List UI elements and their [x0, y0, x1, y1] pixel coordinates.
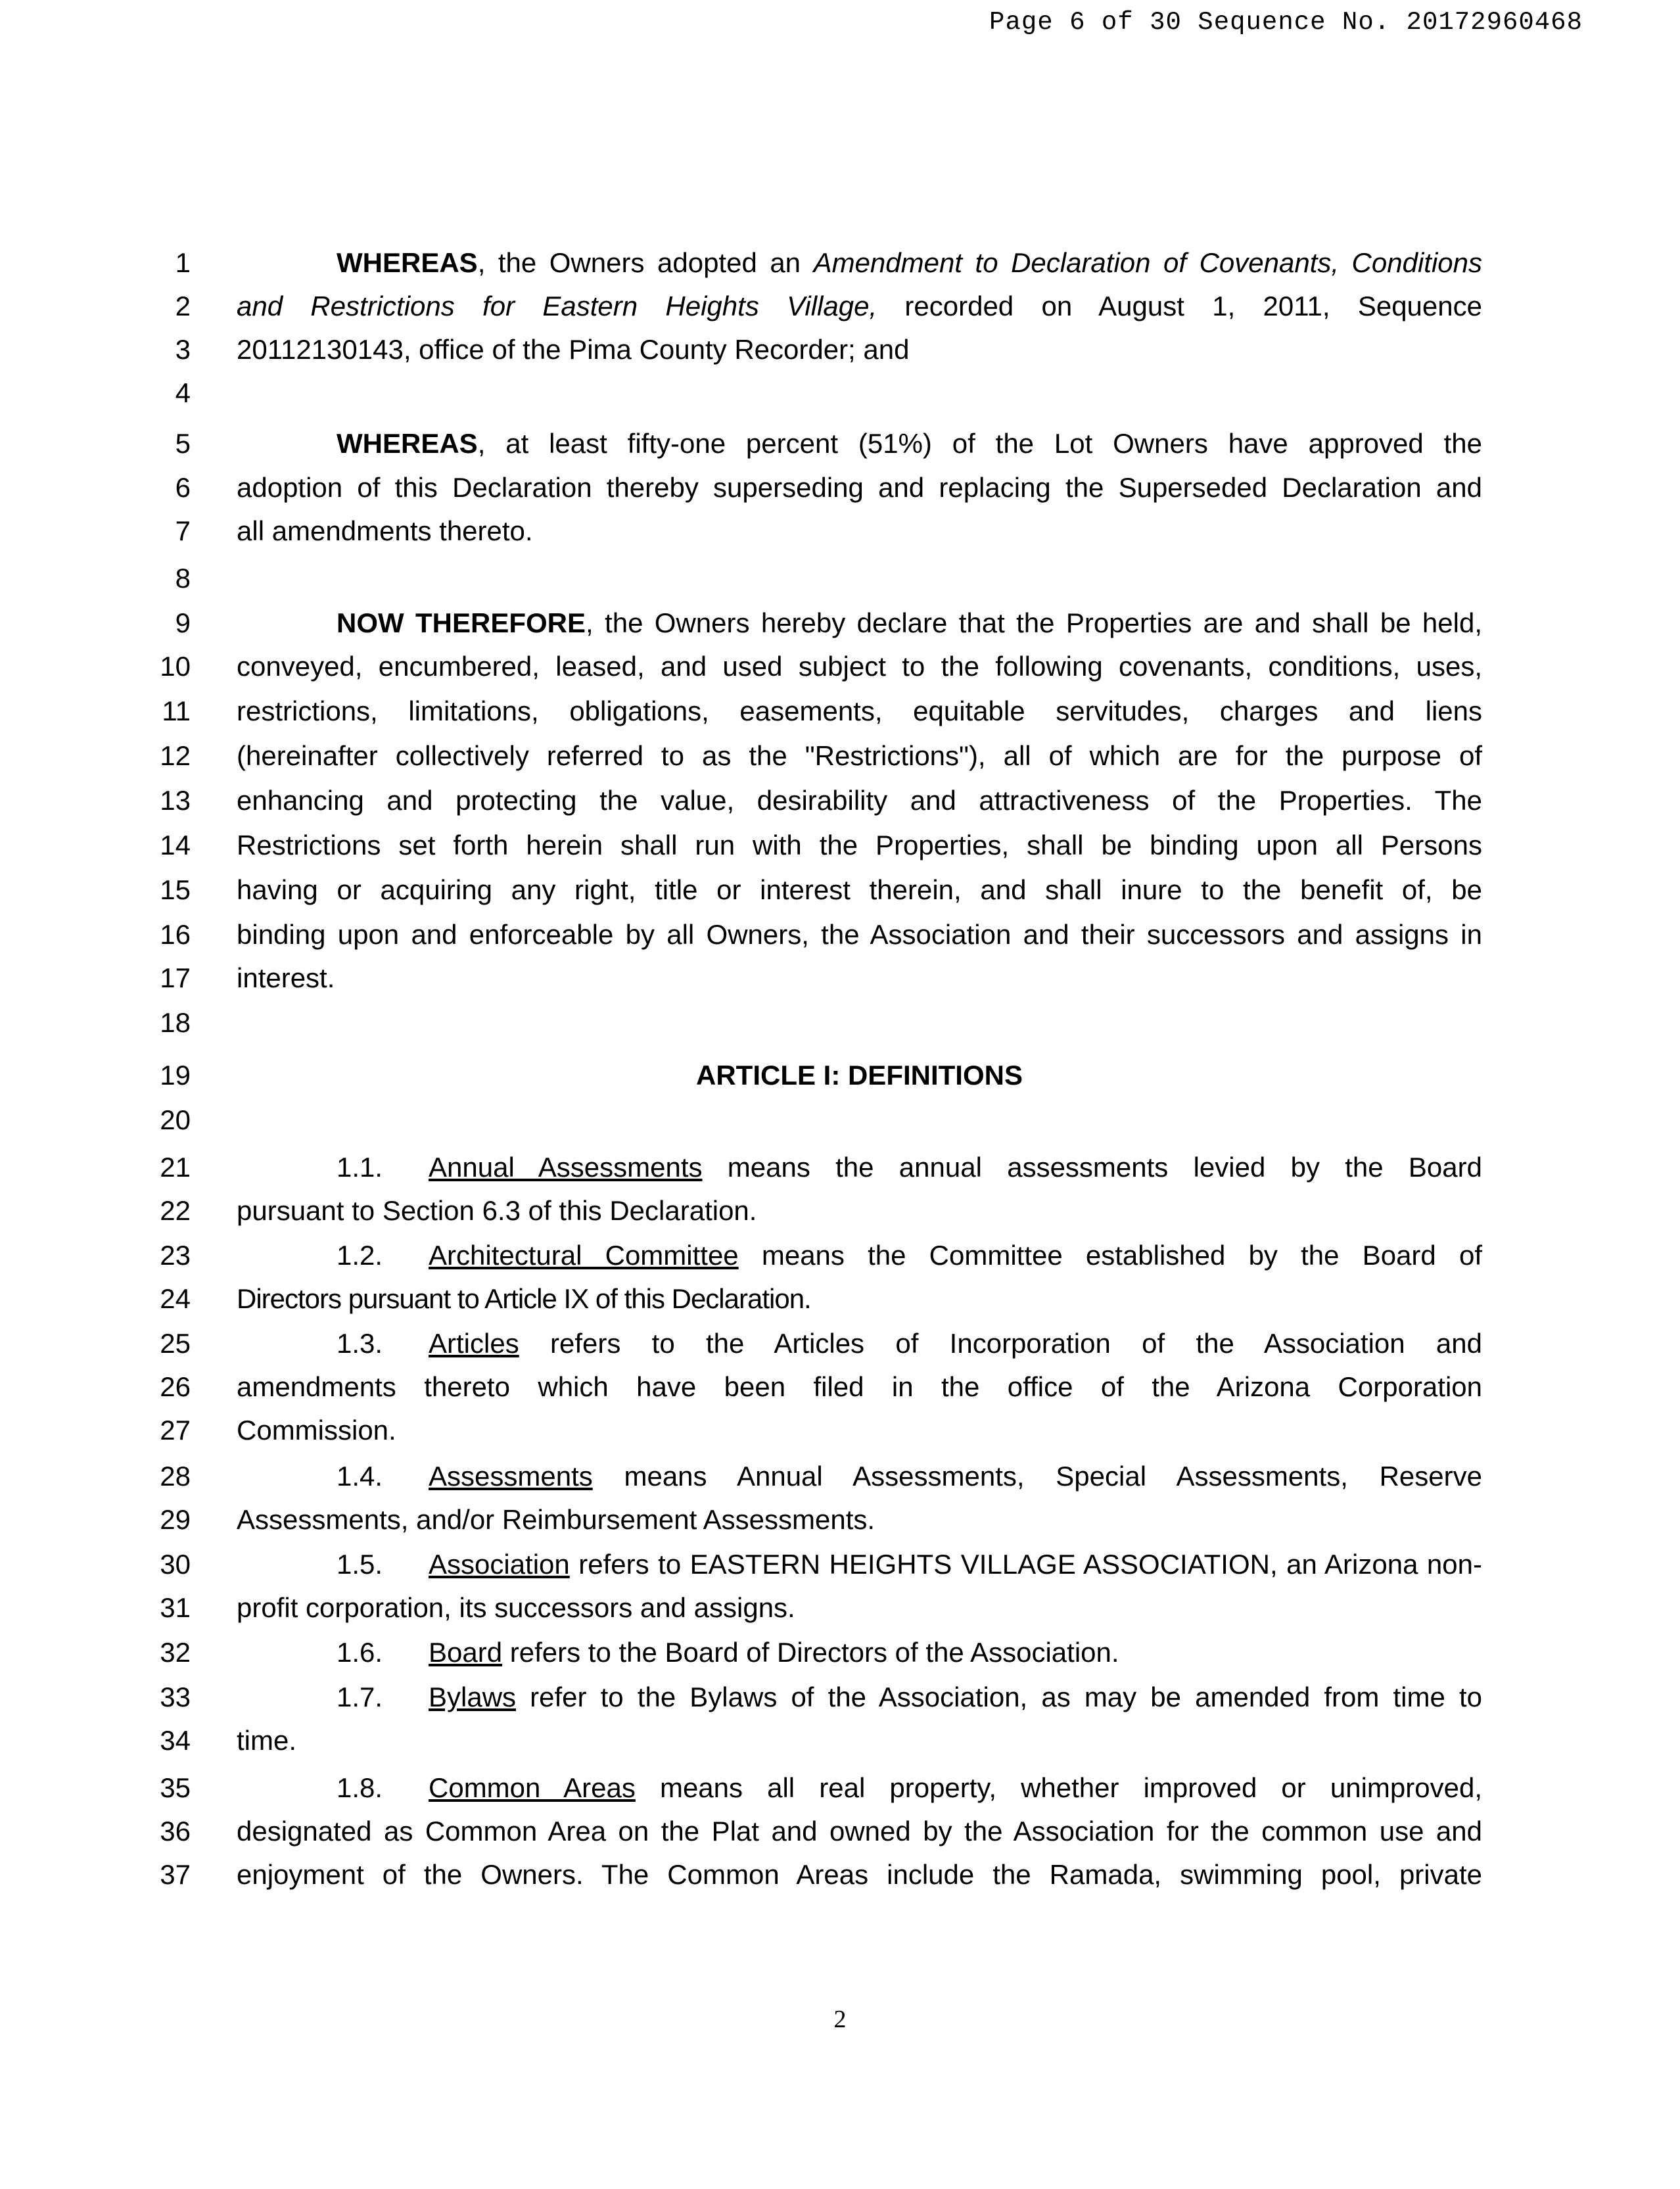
definition-term: Common Areas [429, 1772, 636, 1803]
line-number: 16 [160, 919, 191, 950]
line-number: 14 [160, 830, 191, 860]
line-number: 37 [160, 1859, 191, 1890]
line-text [337, 424, 1482, 463]
definition-term: Annual Assessments [429, 1152, 703, 1183]
line-number: 11 [162, 695, 191, 726]
line-text: interest. [237, 962, 335, 993]
text-span: , the Owners adopted an [477, 247, 814, 278]
definition-number: 1.8. [337, 1772, 383, 1803]
line-number: 32 [160, 1637, 191, 1668]
text-span: , at least fifty-one percent (51%) of the Lot Owners have approved the [477, 428, 1482, 459]
line-number: 1 [175, 247, 191, 278]
line-text: (hereinafter collectively referred to as the "Restrictions"), all of which are for the purpose of [237, 740, 1482, 771]
line-number: 26 [160, 1371, 191, 1402]
page-number: 2 [833, 2006, 847, 2033]
definition-number: 1.4. [337, 1461, 383, 1492]
definition-term: Architectural Committee [429, 1240, 739, 1271]
definition-term: Board [429, 1637, 503, 1668]
text-span: refers to the Board of Directors of the Association. [502, 1637, 1119, 1668]
line-number: 12 [160, 740, 191, 771]
text-span: means the Committee established by the Board of [738, 1240, 1482, 1271]
text-span: refers to EASTERN HEIGHTS VILLAGE ASSOCIATION, an Arizona non- [569, 1549, 1482, 1580]
definition-number: 1.6. [337, 1637, 383, 1668]
line-text: Assessments, and/or Reimbursement Assessments. [237, 1504, 875, 1535]
line-number: 17 [160, 962, 191, 993]
line-text: enjoyment of the Owners. The Common Areas include the Ramada, swimming pool, private [237, 1859, 1482, 1890]
line-text: adoption of this Declaration thereby superseding and replacing the Superseded Declaration and [237, 472, 1482, 503]
line-text [337, 1457, 1482, 1496]
line-number: 8 [175, 563, 191, 594]
line-number: 6 [175, 472, 191, 503]
line-number: 18 [160, 1007, 191, 1038]
definition-number: 1.7. [337, 1682, 383, 1712]
line-number: 2 [175, 291, 191, 321]
line-number: 19 [160, 1060, 191, 1091]
definition-term: Assessments [429, 1461, 593, 1492]
line-text [337, 1768, 1482, 1808]
line-text [337, 1633, 1119, 1672]
line-number: 15 [160, 874, 191, 905]
line-text [337, 1148, 1482, 1187]
line-number: 3 [175, 334, 191, 365]
bold-lead: WHEREAS [337, 247, 478, 278]
line-number: 27 [160, 1415, 191, 1446]
line-text [337, 243, 1482, 283]
line-text: restrictions, limitations, obligations, easements, equitable servitudes, charges and liens [237, 695, 1482, 726]
line-number: 20 [160, 1104, 191, 1135]
line-number: 4 [175, 377, 191, 408]
line-text: all amendments thereto. [237, 515, 533, 546]
text-span: means all real property, whether improved or unimproved, [635, 1772, 1482, 1803]
line-number: 7 [175, 515, 191, 546]
line-text: 20112130143, office of the Pima County Recorder; and [237, 334, 910, 365]
line-text: amendments thereto which have been filed in the office of the Arizona Corporation [237, 1371, 1482, 1402]
line-text: binding upon and enforceable by all Owners, the Association and their successors and assigns in [237, 919, 1482, 950]
text-span: recorded on August 1, 2011, Sequence [877, 291, 1482, 321]
line-number: 23 [160, 1240, 191, 1271]
line-text: pursuant to Section 6.3 of this Declaration. [237, 1195, 757, 1226]
document-header: Page 6 of 30 Sequence No. 20172960468 [989, 8, 1583, 37]
definition-term: Bylaws [429, 1682, 517, 1712]
line-number: 29 [160, 1504, 191, 1535]
line-number: 24 [160, 1283, 191, 1314]
line-number: 25 [160, 1328, 191, 1359]
line-text: Restrictions set forth herein shall run with the Properties, shall be binding upon all Persons [237, 830, 1482, 860]
line-text: designated as Common Area on the Plat and owned by the Association for the common use and [237, 1816, 1482, 1847]
definition-term: Articles [429, 1328, 519, 1359]
article-heading: ARTICLE I: DEFINITIONS [696, 1060, 1023, 1091]
bold-lead: NOW THEREFORE [337, 607, 586, 638]
definition-number: 1.3. [337, 1328, 383, 1359]
line-number: 31 [160, 1592, 191, 1623]
line-text: Directors pursuant to Article IX of this Declaration. [237, 1283, 811, 1314]
line-number: 28 [160, 1461, 191, 1492]
line-number: 35 [160, 1772, 191, 1803]
line-text: time. [237, 1725, 297, 1756]
definition-number: 1.1. [337, 1152, 383, 1183]
text-span: means the annual assessments levied by the Board [702, 1152, 1482, 1183]
document-title-italic: Amendment to Declaration of Covenants, Conditions [813, 247, 1482, 278]
line-text: conveyed, encumbered, leased, and used subject to the following covenants, conditions, uses, [237, 651, 1482, 682]
bold-lead: WHEREAS [337, 428, 478, 459]
line-text: having or acquiring any right, title or interest therein, and shall inure to the benefit of, be [237, 874, 1482, 905]
line-text: Commission. [237, 1415, 396, 1446]
definition-number: 1.2. [337, 1240, 383, 1271]
text-span: , the Owners hereby declare that the Properties are and shall be held, [586, 607, 1483, 638]
line-text [337, 1545, 1482, 1584]
line-number: 13 [160, 785, 191, 816]
line-number: 9 [175, 607, 191, 638]
line-number: 34 [160, 1725, 191, 1756]
document-title-italic: and Restrictions for Eastern Heights Village, [237, 291, 877, 321]
line-text [237, 287, 1482, 326]
text-span: means Annual Assessments, Special Assessments, Reserve [592, 1461, 1482, 1492]
line-number: 33 [160, 1682, 191, 1712]
text-span: refers to the Articles of Incorporation of the Association and [519, 1328, 1482, 1359]
line-text [337, 1678, 1482, 1717]
line-number: 5 [175, 428, 191, 459]
line-text [337, 603, 1482, 643]
line-text [337, 1236, 1482, 1275]
definition-number: 1.5. [337, 1549, 383, 1580]
definition-term: Association [429, 1549, 570, 1580]
line-number: 21 [160, 1152, 191, 1183]
text-span: refer to the Bylaws of the Association, as may be amended from time to [516, 1682, 1482, 1712]
line-number: 10 [160, 651, 191, 682]
line-number: 22 [160, 1195, 191, 1226]
line-number: 30 [160, 1549, 191, 1580]
line-text: enhancing and protecting the value, desirability and attractiveness of the Properties. The [237, 785, 1482, 816]
line-text: profit corporation, its successors and assigns. [237, 1592, 795, 1623]
line-number: 36 [160, 1816, 191, 1847]
line-text [337, 1324, 1482, 1363]
